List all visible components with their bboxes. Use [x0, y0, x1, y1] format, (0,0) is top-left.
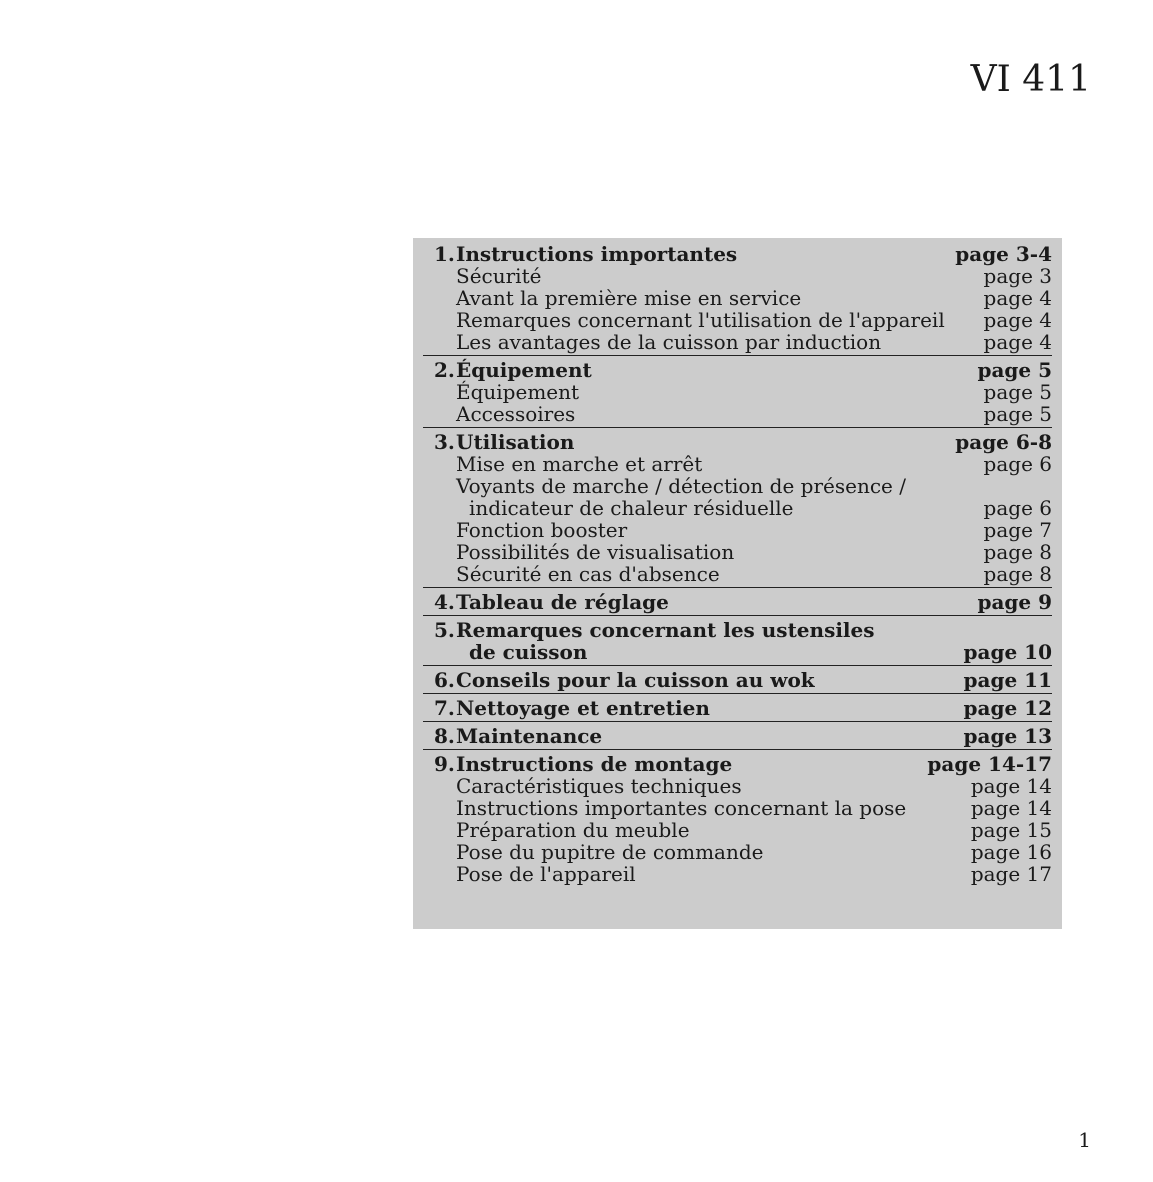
toc-section-page: page 10	[963, 640, 1052, 664]
page-number: 1	[1078, 1128, 1091, 1152]
toc-item-page: page 5	[983, 380, 1052, 404]
toc-item-row	[423, 841, 1052, 863]
toc-item-page: page 4	[983, 308, 1052, 332]
toc-item-label: Pose du pupitre de commande	[456, 840, 764, 864]
toc-item-row	[423, 775, 1052, 797]
toc-section-page: page 5	[977, 358, 1052, 382]
toc-item-page: page 8	[983, 540, 1052, 564]
toc-item-row	[423, 497, 1052, 519]
toc-item-label: Fonction booster	[456, 518, 628, 542]
toc-heading-row	[423, 359, 1052, 381]
toc-item-label: Caractéristiques techniques	[456, 774, 742, 798]
toc-section-page: page 14-17	[927, 752, 1052, 776]
toc-item-row	[423, 381, 1052, 403]
toc-item-page: page 14	[970, 774, 1052, 798]
toc-item-page: page 8	[983, 562, 1052, 586]
toc-heading-row	[423, 591, 1052, 613]
toc-section-number: 9.	[434, 752, 455, 776]
toc-item-page: page 15	[970, 818, 1052, 842]
toc-item-label: Sécurité en cas d'absence	[456, 562, 720, 586]
toc-section-title: Équipement	[456, 358, 592, 382]
toc-section-number: 3.	[434, 430, 455, 454]
toc-item-row	[423, 541, 1052, 563]
toc-item-page: page 7	[983, 518, 1052, 542]
toc-section-page: page 11	[963, 668, 1052, 692]
toc-section	[423, 428, 1052, 588]
toc-item-row	[423, 331, 1052, 353]
toc-section-page: page 6-8	[955, 430, 1052, 454]
toc-item-label: Mise en marche et arrêt	[456, 452, 703, 476]
toc-item-label: indicateur de chaleur résiduelle	[469, 496, 794, 520]
toc-section	[423, 616, 1052, 666]
toc-section-title: Utilisation	[456, 430, 575, 454]
toc-section	[423, 243, 1052, 356]
toc-section-number: 7.	[434, 696, 455, 720]
toc-item-row	[423, 287, 1052, 309]
toc-section-number: 2.	[434, 358, 455, 382]
toc-item-row	[423, 453, 1052, 475]
toc-heading-row	[423, 431, 1052, 453]
toc-heading-row	[423, 619, 1052, 641]
toc-section-number: 6.	[434, 668, 455, 692]
toc-section	[423, 750, 1052, 887]
toc-section-title: Remarques concernant les ustensiles	[456, 618, 875, 642]
toc-item-page: page 16	[970, 840, 1052, 864]
table-of-contents	[413, 238, 1062, 929]
toc-section-page: page 3-4	[955, 242, 1052, 266]
toc-section-number: 1.	[434, 242, 455, 266]
toc-item-row	[423, 475, 1052, 497]
toc-item-row	[423, 403, 1052, 425]
toc-heading-row	[423, 725, 1052, 747]
toc-section-number: 4.	[434, 590, 455, 614]
toc-section-number: 5.	[434, 618, 455, 642]
toc-section-title: Maintenance	[456, 724, 603, 748]
toc-item-row	[423, 265, 1052, 287]
toc-item-page: page 4	[983, 330, 1052, 354]
toc-item-page: page 17	[970, 862, 1052, 886]
toc-item-label: Pose de l'appareil	[456, 862, 636, 886]
toc-item-page: page 6	[983, 496, 1052, 520]
toc-section	[423, 588, 1052, 616]
toc-item-row	[423, 797, 1052, 819]
model-title: VI 411	[970, 59, 1091, 100]
toc-item-page: page 6	[983, 452, 1052, 476]
toc-item-label: Remarques concernant l'utilisation de l'appareil	[456, 308, 945, 332]
toc-section-title: Instructions importantes	[456, 242, 738, 266]
toc-section-title: Nettoyage et entretien	[456, 696, 710, 720]
toc-section-page: page 9	[977, 590, 1052, 614]
toc-section-title: Conseils pour la cuisson au wok	[456, 668, 815, 692]
toc-item-label: Instructions importantes concernant la pose	[456, 796, 907, 820]
toc-item-row	[423, 309, 1052, 331]
toc-item-row	[423, 863, 1052, 885]
toc-item-row	[423, 819, 1052, 841]
toc-section	[423, 666, 1052, 694]
toc-item-page: page 3	[983, 264, 1052, 288]
toc-item-page: page 4	[983, 286, 1052, 310]
toc-item-label: Possibilités de visualisation	[456, 540, 735, 564]
toc-item-row	[423, 563, 1052, 585]
toc-section-page: page 13	[963, 724, 1052, 748]
toc-item-page: page 14	[970, 796, 1052, 820]
toc-heading-row	[423, 753, 1052, 775]
toc-item-label: Préparation du meuble	[456, 818, 690, 842]
toc-item-label: Avant la première mise en service	[456, 286, 802, 310]
toc-section-title: Tableau de réglage	[456, 590, 669, 614]
toc-item-label: Sécurité	[456, 264, 542, 288]
toc-heading-row	[423, 641, 1052, 663]
toc-section	[423, 722, 1052, 750]
toc-section	[423, 356, 1052, 428]
toc-heading-row	[423, 669, 1052, 691]
toc-section-title: Instructions de montage	[456, 752, 733, 776]
toc-section-number: 8.	[434, 724, 455, 748]
toc-item-label: Équipement	[456, 380, 580, 404]
toc-section-page: page 12	[963, 696, 1052, 720]
toc-section-title-cont: de cuisson	[469, 640, 588, 664]
toc-item-label: Les avantages de la cuisson par induction	[456, 330, 882, 354]
toc-item-row	[423, 519, 1052, 541]
toc-heading-row	[423, 243, 1052, 265]
toc-section	[423, 694, 1052, 722]
toc-item-label: Voyants de marche / détection de présence /	[456, 474, 906, 498]
toc-heading-row	[423, 697, 1052, 719]
toc-item-label: Accessoires	[456, 402, 576, 426]
toc-item-page: page 5	[983, 402, 1052, 426]
